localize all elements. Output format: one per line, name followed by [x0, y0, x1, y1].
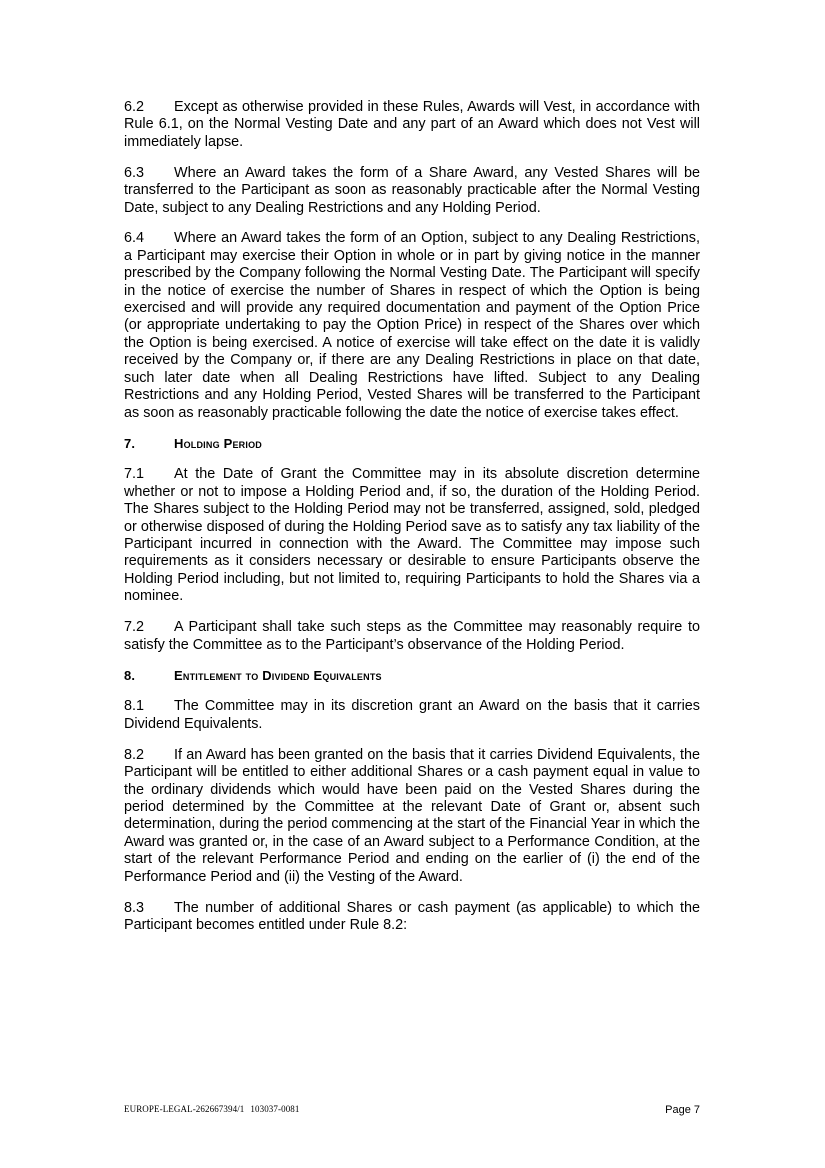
- paragraph-7-1: [124, 466, 700, 605]
- paragraph-6-3: [124, 165, 700, 217]
- section-heading-8: [124, 667, 700, 684]
- paragraph-7-2: [124, 619, 700, 654]
- paragraph-text: If an Award has been granted on the basis that it carries Dividend Equivalents, the Participant will be entitled to either additional Shares or a cash payment equal in value to the ordinary dividends which would have been paid on the Vested Shares during the period determined by the Committee at the relevant Date of Grant or, absent such determination, during the period commencing at the start of the Financial Year in which the Award was granted or, in the case of an Award subject to a Performance Condition, at the start of the relevant Performance Period and ending on the earlier of (i) the end of the Performance Period and (ii) the Vesting of the Award.: [124, 746, 700, 885]
- footer-page-number: Page 7: [665, 1104, 700, 1116]
- paragraph-number: 6.3: [124, 164, 145, 181]
- paragraph-number: 8.2: [124, 746, 145, 763]
- paragraph-text: Where an Award takes the form of an Option, subject to any Dealing Restrictions, a Participant may exercise their Option in whole or in part by giving notice in the manner prescribed by the Company following the Normal Vesting Date. The Participant will specify in the notice of exercise the number of Shares in respect of which the Option is being exercised and will provide any required documentation and payment of the Option Price (or appropriate undertaking to pay the Option Price) in respect of the Shares over which the Option is being exercised. A notice of exercise will take effect on the date it is validly received by the Company or, if there are any Dealing Restrictions in place on that date, such later date when all Dealing Restrictions have lifted. Subject to any Dealing Restrictions and any Holding Period, Vested Shares will be transferred to the Participant as soon as reasonably practicable following the date the notice of exercise takes effect.: [124, 230, 700, 421]
- paragraph-number: 6.2: [124, 99, 145, 115]
- paragraph-text: At the Date of Grant the Committee may in its absolute discretion determine whether or not to impose a Holding Period and, if so, the duration of the Holding Period. The Shares subject to the Holding Period may not be transferred, assigned, sold, pledged or otherwise disposed of during the Holding Period save as to satisfy any tax liability of the Participant incurred in connection with the Award. The Committee may impose such requirements as it considers necessary or desirable to ensure Participants observe the Holding Period including, but not limited to, requiring Participants to hold the Shares via a nominee.: [124, 466, 700, 605]
- paragraph-text: The number of additional Shares or cash payment (as applicable) to which the Participant becomes entitled under Rule 8.2:: [124, 899, 700, 933]
- page-body: [124, 99, 700, 948]
- paragraph-number: 8.3: [124, 899, 145, 916]
- paragraph-number: 7.2: [124, 619, 145, 636]
- footer-document-reference: [124, 1104, 300, 1114]
- paragraph-text: A Participant shall take such steps as the Committee may reasonably require to satisfy the Committee as to the Participant’s observance of the Holding Period.: [124, 619, 700, 653]
- paragraph-number: 8.1: [124, 698, 145, 715]
- paragraph-text: The Committee may in its discretion grant an Award on the basis that it carries Dividend Equivalents.: [124, 698, 700, 732]
- paragraph-8-3: [124, 900, 700, 935]
- section-heading-7: [124, 435, 700, 452]
- paragraph-6-4: [124, 230, 700, 421]
- section-title: Holding Period: [174, 436, 262, 452]
- paragraph-number: 7.1: [124, 466, 145, 483]
- paragraph-text: Where an Award takes the form of a Share Award, any Vested Shares will be transferred to the Participant as soon as reasonably practicable after the Normal Vesting Date, subject to any Dealing Restrictions and any Holding Period.: [124, 164, 700, 216]
- section-number: 7.: [124, 436, 136, 452]
- paragraph-text: Except as otherwise provided in these Rules, Awards will Vest, in accordance with Rule 6.1, on the Normal Vesting Date and any part of an Award which does not Vest will immediately lapse.: [124, 99, 700, 150]
- section-title: Entitlement to Dividend Equivalents: [174, 668, 382, 684]
- footer-matter-ref: 103037-0081: [250, 1104, 300, 1114]
- section-number: 8.: [124, 668, 136, 684]
- paragraph-8-2: [124, 747, 700, 886]
- paragraph-number: 6.4: [124, 230, 145, 247]
- footer-doc-ref: EUROPE-LEGAL-262667394/1: [124, 1104, 245, 1114]
- paragraph-8-1: [124, 698, 700, 733]
- paragraph-6-2: [124, 99, 700, 151]
